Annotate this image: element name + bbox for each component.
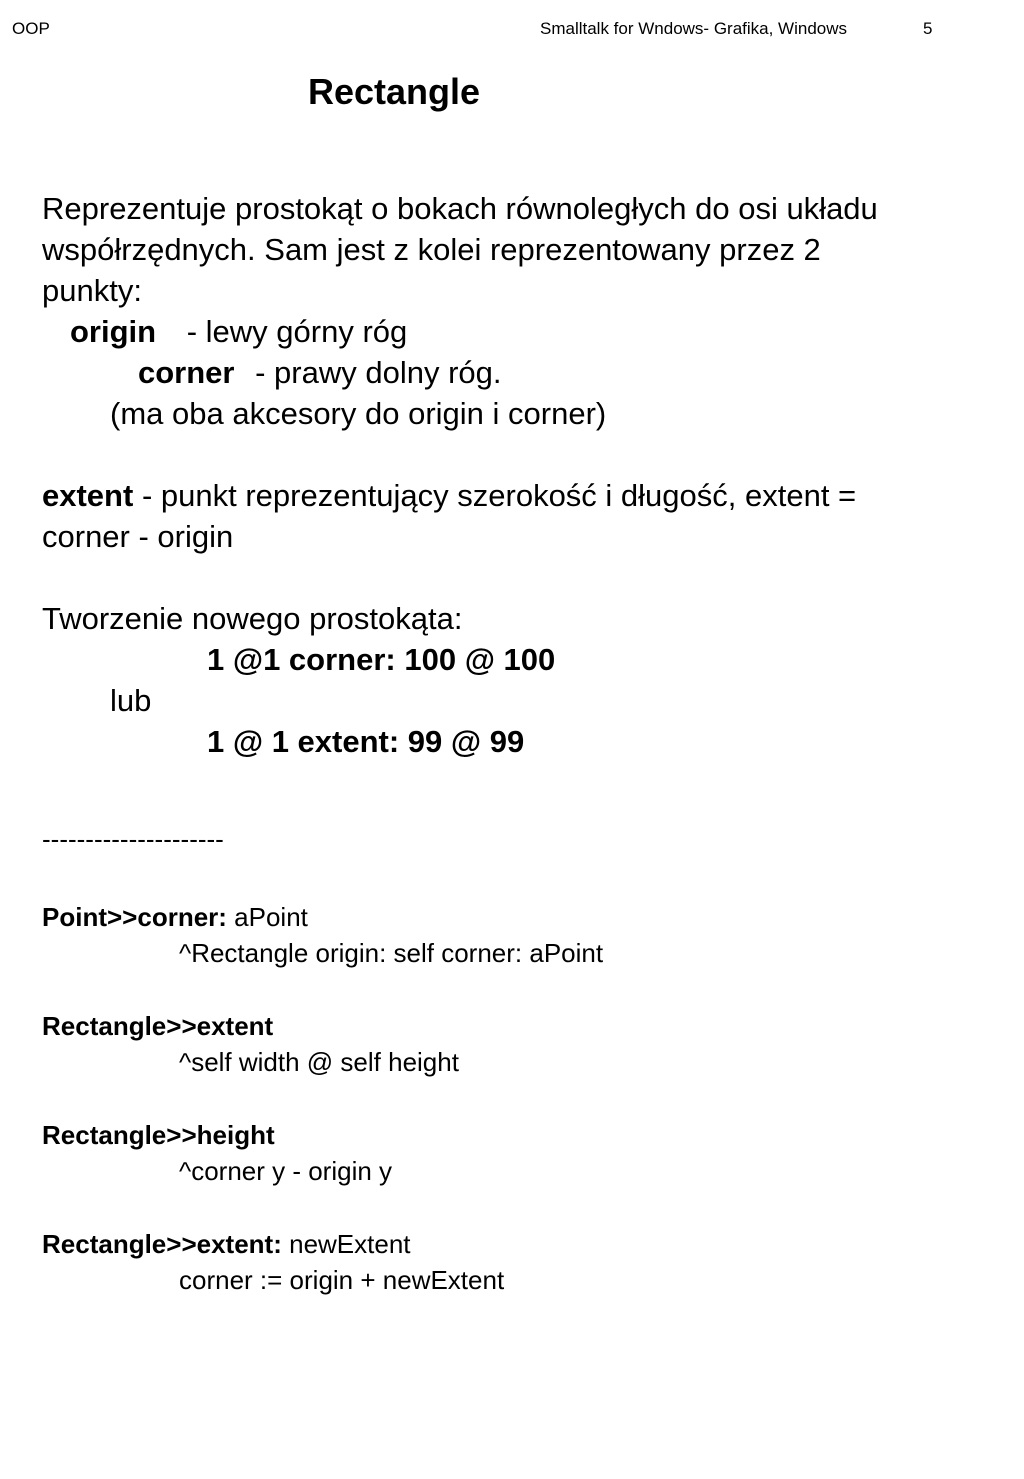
page-number: 5	[923, 19, 933, 38]
origin-term: origin	[70, 314, 157, 349]
method-signature-line	[42, 1228, 411, 1260]
origin-definition	[70, 313, 407, 351]
page-title: Rectangle	[308, 71, 481, 112]
header-left: OOP	[12, 19, 50, 38]
intro-line-3: punkty:	[42, 273, 142, 308]
extent-desc-line-2: corner - origin	[42, 519, 234, 554]
method-signature: Rectangle>>extent	[42, 1011, 274, 1041]
extent-term: extent	[42, 478, 134, 513]
method-signature-line	[42, 1010, 273, 1042]
method-body: ^corner y - origin y	[179, 1156, 393, 1186]
corner-definition	[138, 354, 502, 392]
header-title: Smalltalk for Wndows- Grafika, Windows	[540, 19, 848, 38]
accessors-note: (ma oba akcesory do origin i corner)	[110, 396, 607, 431]
corner-desc: - prawy dolny róg.	[255, 355, 502, 390]
method-signature: Rectangle>>extent:	[42, 1229, 282, 1259]
method-argument: newExtent	[289, 1229, 411, 1259]
intro-line-1: Reprezentuje prostokąt o bokach równoległych do osi układu	[42, 191, 878, 226]
creation-or: lub	[110, 683, 152, 718]
method-argument: aPoint	[234, 902, 308, 932]
method-signature: Point>>corner:	[42, 902, 227, 932]
method-signature-line	[42, 1119, 275, 1151]
method-body: ^self width @ self height	[179, 1047, 459, 1077]
extent-desc: - punkt reprezentujący szerokość i długość, extent =	[141, 478, 857, 513]
creation-example-1: 1 @1 corner: 100 @ 100	[207, 642, 556, 677]
corner-term: corner	[138, 355, 235, 390]
extent-definition	[42, 477, 856, 515]
separator: ---------------------	[42, 824, 224, 854]
creation-heading: Tworzenie nowego prostokąta:	[42, 601, 463, 636]
intro-line-2: współrzędnych. Sam jest z kolei reprezentowany przez 2	[42, 232, 821, 267]
method-signature: Rectangle>>height	[42, 1120, 275, 1150]
creation-example-2: 1 @ 1 extent: 99 @ 99	[207, 724, 525, 759]
method-body: corner := origin + newExtent	[179, 1265, 505, 1295]
method-signature-line	[42, 901, 308, 933]
origin-desc: - lewy górny róg	[186, 314, 408, 349]
method-body: ^Rectangle origin: self corner: aPoint	[179, 938, 604, 968]
